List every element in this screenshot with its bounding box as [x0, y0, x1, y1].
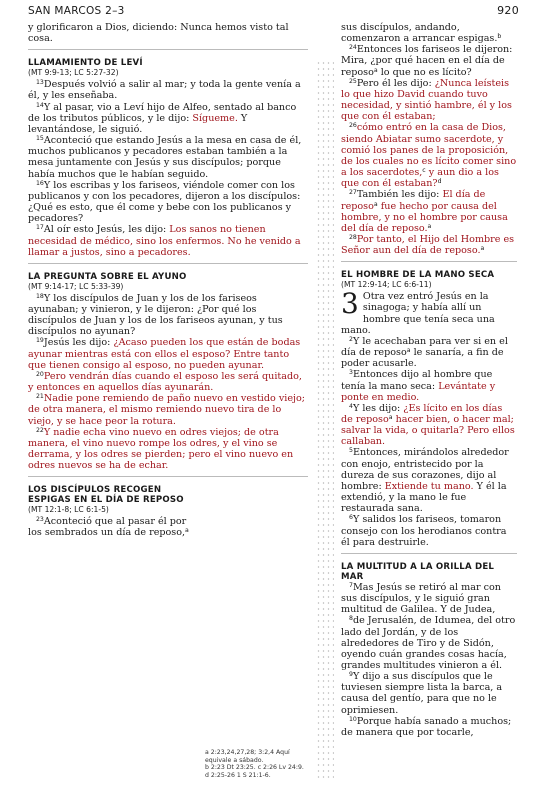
footnote: d 2:25-26 1 S 21:1-6. [205, 771, 271, 779]
cross-reference: (MT 12:1-8; LC 6:1-5) [28, 505, 109, 515]
verse-text: y glorificaron a Dios, diciendo: Nunca hemos visto tal cosa. [28, 22, 289, 45]
chapter-number: 3 [341, 287, 359, 321]
section-heading: LOS DISCÍPULOS RECOGEN ESPIGAS EN EL DÍA DE REPOSO [28, 485, 184, 506]
footnote: b 2:23 Dt 23:25. c 2:26 Lv 24:9. [205, 764, 304, 772]
verse-3: $^3$Entonces dijo al hombre que tenía la mano seca: Levántate y ponte en medio. [341, 369, 496, 403]
cross-reference: (MT 12:9-14; LC 6:6-11) [341, 280, 432, 290]
verse-13: $^{13}$Después volvió a salir al mar; y toda la gente venía a él, y les enseñaba. [28, 79, 301, 102]
left-column [28, 22, 308, 539]
right-column [341, 22, 517, 738]
verse-16: $^{16}$Y los escribas y los fariseos, viéndole comer con los publicanos y con los pecadores, dijeron a los discípulos: ¿Qué es esto, que él come y bebe con los publicanos y pecadores? [28, 179, 301, 225]
cross-reference: (MT 9:14-17; LC 5:33-39) [28, 281, 124, 291]
footnotes [205, 749, 313, 779]
verse-14: $^{14}$Y al pasar, vio a Leví hijo de Alfeo, sentado al banco de los tributos públicos, y le dijo: Sígueme. Y levantándose, le siguió. [28, 101, 297, 135]
verse-2: $^2$Y le acechaban para ver si en el día de reposo$^a$ le sanaría, a fin de poder acusarle. [341, 335, 508, 370]
section-divider [28, 263, 308, 264]
verse-6: $^6$Y salidos los fariseos, tomaron consejo con los herodianos contra él para destruirle. [341, 514, 507, 548]
cross-reference: (MT 9:9-13; LC 5:27-32) [28, 68, 119, 78]
section-divider [341, 553, 517, 554]
section-heading: EL HOMBRE DE LA MANO SECA [341, 270, 495, 281]
verse-25: $^{25}$Pero él les dijo: ¿Nunca leísteis lo que hizo David cuando tuvo necesidad, y sintió hambre, él y los que con él estaban; [341, 77, 512, 123]
verse-5: $^5$Entonces, mirándolos alrededor con enojo, entristecido por la dureza de sus corazones, dijo al hombre: Extiende tu mano. Y él la extendió, y la mano le fue restaurada sana. [341, 447, 509, 515]
verse-17: $^{17}$Al oír esto Jesús, les dijo: Los sanos no tienen necesidad de médico, sino los enfermos. No he venido a llamar a justos, sino a pecadores. [28, 224, 301, 258]
verse-23: $^{23}$Aconteció que al pasar él por los sembrados un día de reposo,$^a$ [28, 516, 189, 539]
verse-24: $^{24}$Entonces los fariseos le dijeron: Mira, ¿por qué hacen en el día de reposo$^a$ lo que no es lícito? [341, 44, 513, 78]
gutter-dots [316, 60, 334, 780]
running-title: SAN MARCOS 2–3 [28, 5, 125, 17]
verse-4: $^4$Y les dijo: ¿Es lícito en los días de reposo$^a$ hacer bien, o hacer mal; salvar la vida, o quitarla? Pero ellos callaban. [341, 402, 515, 448]
section-heading: LA PREGUNTA SOBRE EL AYUNO [28, 271, 187, 282]
verse-10: $^{10}$Porque había sanado a muchos; de manera que por tocarle, [341, 715, 512, 738]
section-divider [28, 476, 308, 477]
verse-1: 3 Otra vez entró Jesús en la sinagoga; y había allí un hombre que tenía seca una mano. [341, 287, 495, 336]
verse-8: $^8$de Jerusalén, de Idumea, del otro lado del Jordán, y de los alrededores de Tiro y de Sidón, oyendo cuán grandes cosas hacía, grandes multitudes vinieron a él. [341, 615, 516, 671]
verse-19: $^{19}$Jesús les dijo: ¿Acaso pueden los que están de bodas ayunar mientras está con ellos el esposo? Entre tanto que tienen consigo al esposo, no pueden ayunar. [28, 337, 301, 371]
verse-7: $^7$Mas Jesús se retiró al mar con sus discípulos, y le siguió gran multitud de Galilea. Y de Judea, [341, 581, 501, 616]
verse-28: $^{28}$Por tanto, el Hijo del Hombre es Señor aun del día de reposo.$^a$ [341, 233, 515, 257]
verse-15: $^{15}$Aconteció que estando Jesús a la mesa en casa de él, muchos publicanos y pecadores estaban también a la mesa juntamente con Jesús y sus discípulos; porque había muchos que le habían seguido. [28, 135, 302, 180]
verse-27: $^{27}$También les dijo: El día de reposo$^a$ fue hecho por causa del hombre, y no el hombre por causa del día de reposo.$^a$ [341, 189, 508, 234]
footnote: a 2:23,24,27,28; 3:2,4 Aquí equivale a sábado. [205, 749, 290, 764]
verse-text: sus discípulos, andando, comenzaron a arrancar espigas.$^b$ [341, 22, 502, 45]
verse-18: $^{18}$Y los discípulos de Juan y los de los fariseos ayunaban; y vinieron, y le dijeron: ¿Por qué los discípulos de Juan y los de los fariseos ayunan, y tus discípulos no ayunan? [28, 292, 283, 338]
verse-26: $^{26}$cómo entró en la casa de Dios, siendo Abiatar sumo sacerdote, y comió los panes de la proposición, de los cuales no es lícito comer sino a los sacerdotes,$^c$ y aun dio a los que con él estaban?$^d$ [341, 122, 517, 190]
verse-21: $^{21}$Nadie pone remiendo de paño nuevo en vestido viejo; de otra manera, el mismo remiendo nuevo tira de lo viejo, y se hace peor la rotura. [28, 393, 305, 427]
verse-20: $^{20}$Pero vendrán días cuando el esposo les será quitado, y entonces en aquellos días ayunarán. [28, 370, 302, 394]
page-number: 920 [497, 4, 519, 17]
section-heading: LLAMAMIENTO DE LEVÍ [28, 58, 143, 69]
section-divider [341, 261, 517, 262]
section-heading: LA MULTITUD A LA ORILLA DEL MAR [341, 561, 495, 582]
verse-9: $^9$Y dijo a sus discípulos que le tuviesen siempre lista la barca, a causa del gentío, para que no le oprimiesen. [341, 671, 503, 716]
section-divider [28, 49, 308, 50]
verse-22: $^{22}$Y nadie echa vino nuevo en odres viejos; de otra manera, el vino nuevo rompe los odres, y el vino se derrama, y los odres se pierden; pero el vino nuevo en odres nuevos se ha de echar. [28, 426, 294, 472]
page-header [28, 4, 519, 20]
